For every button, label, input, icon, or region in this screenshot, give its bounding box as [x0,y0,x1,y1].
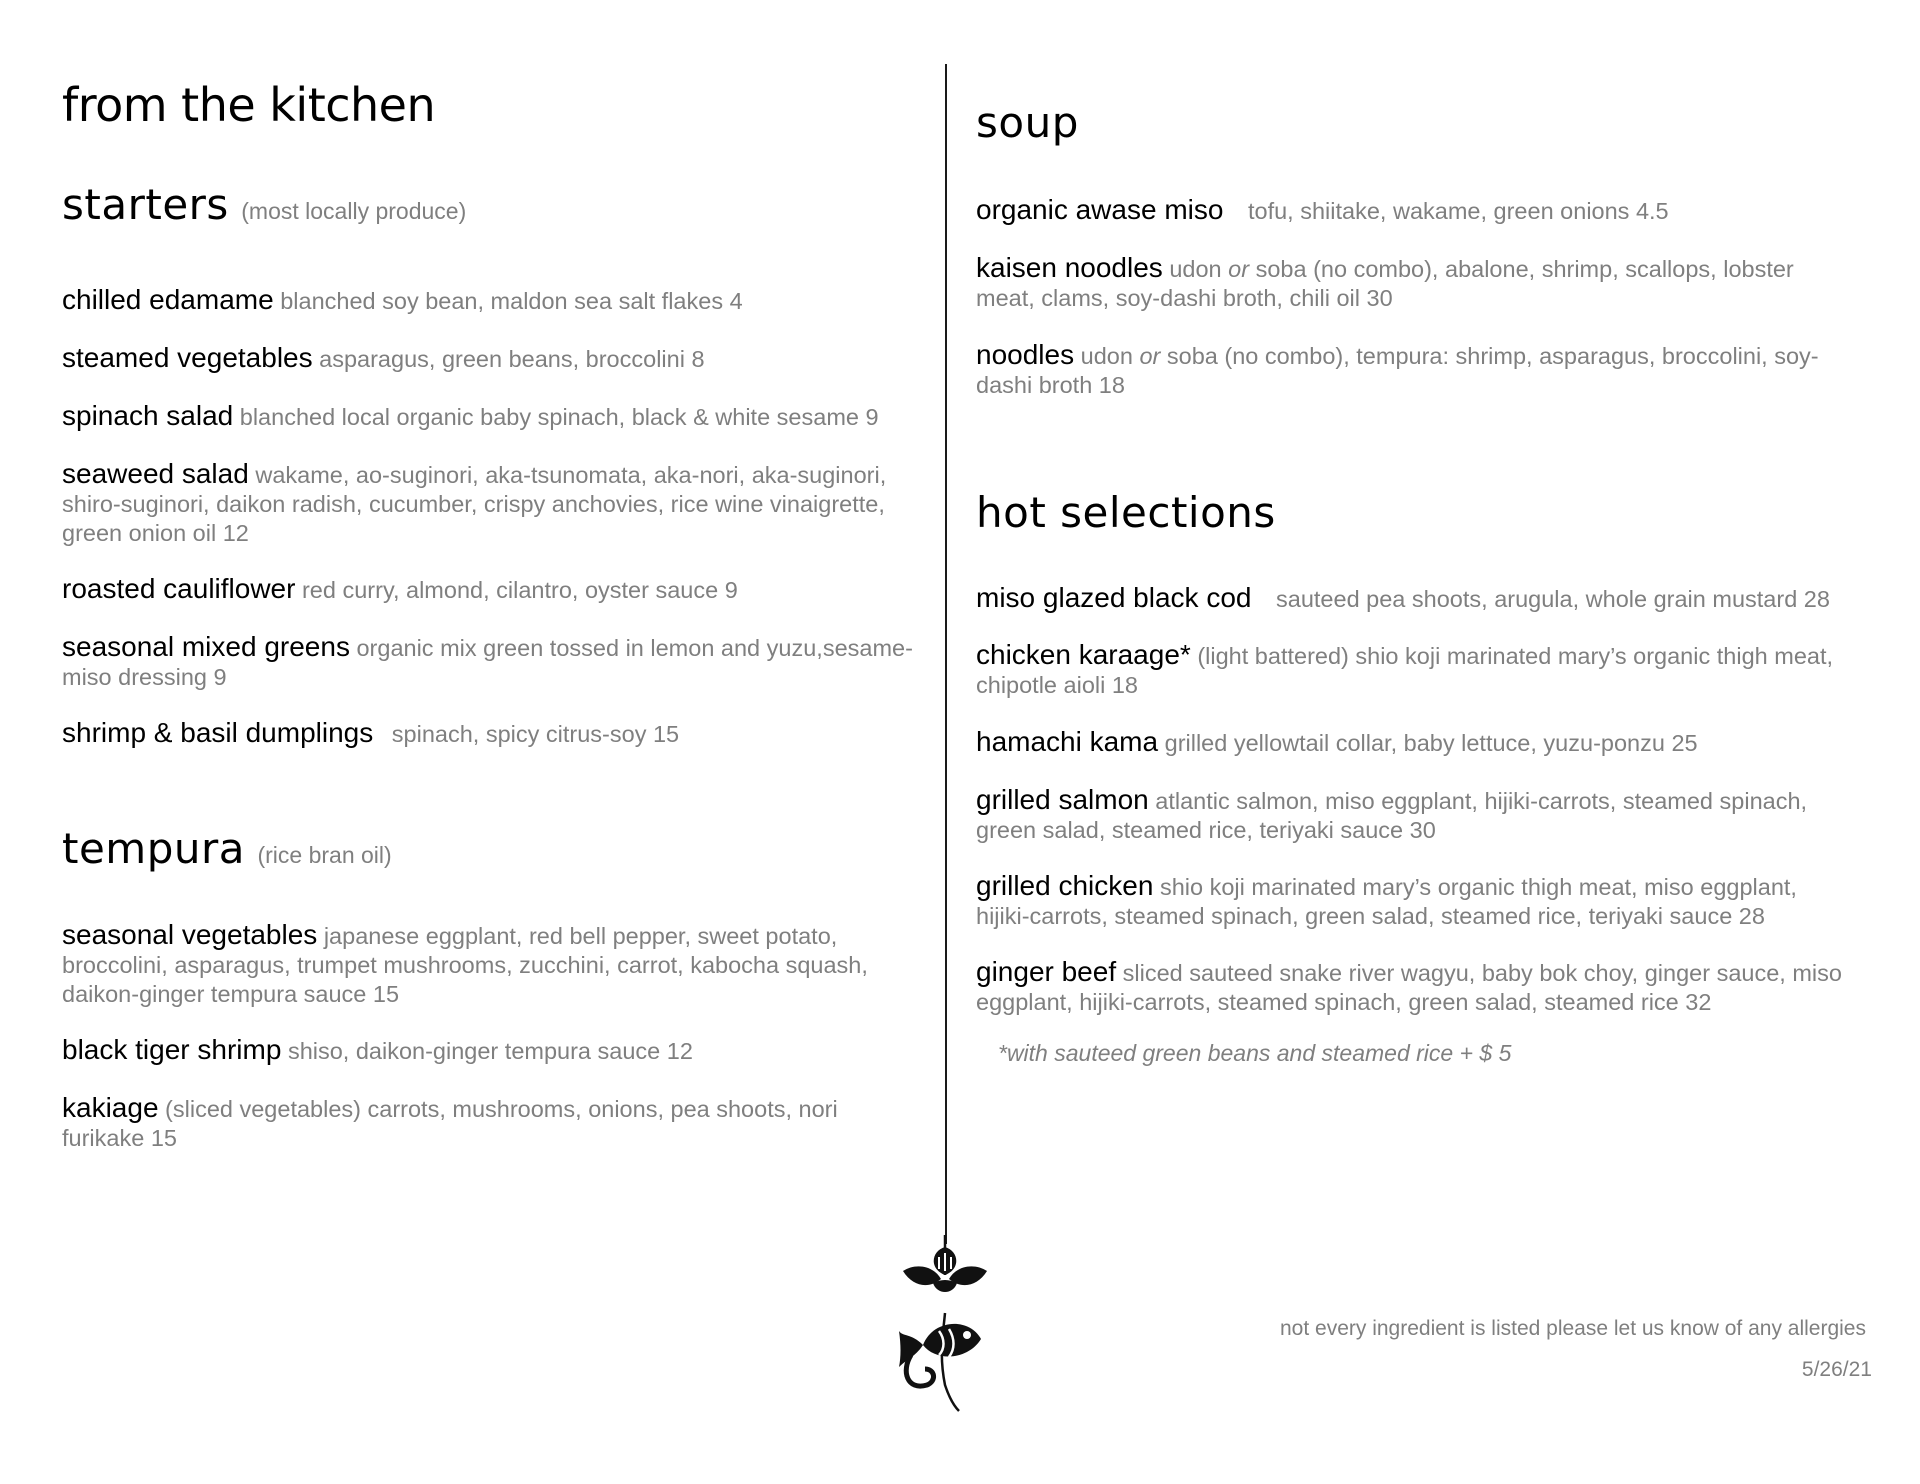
item-name: spinach salad [62,400,234,431]
item-desc: wakame, ao-suginori, aka-tsunomata, aka-nori, aka-suginori, shiro-suginori, daikon radish, cucumber, crispy anchovies, rice wine vinaigrette, green onion oil 12 [62,462,887,546]
menu-item [62,920,922,1009]
item-desc-prefix: udon [1080,343,1133,369]
item-name: grilled chicken [976,870,1154,901]
starters-note: (most locally produce) [241,198,467,224]
item-desc: (light battered) shio koji marinated mary’s organic thigh meat, chipotle aioli 18 [976,643,1834,698]
menu-item [62,285,922,316]
hot-selections-heading [976,488,1276,537]
allergy-note: not every ingredient is listed please let us know of any allergies [1280,1317,1866,1340]
item-desc: shiso, daikon-ginger tempura sauce 12 [287,1038,693,1064]
item-name: black tiger shrimp [62,1034,282,1065]
item-name: roasted cauliflower [62,573,296,604]
item-desc-or: or [1139,343,1161,369]
item-desc: shio koji marinated mary’s organic thigh meat, miso eggplant, hijiki-carrots, steamed spinach, green salad, steamed rice, teriyaki sauce 28 [976,874,1797,929]
menu-item [62,401,942,432]
item-desc: blanched local organic baby spinach, black & white sesame 9 [239,404,879,430]
item-name: ginger beef [976,956,1117,987]
item-name: noodles [976,339,1075,370]
item-desc: spinach, spicy citrus-soy 15 [391,721,680,747]
item-name: grilled salmon [976,784,1149,815]
menu-item [62,459,932,548]
item-desc: sauteed pea shoots, arugula, whole grain mustard 28 [1276,586,1830,612]
item-desc-or: or [1228,256,1250,282]
item-name: chicken karaage* [976,639,1191,670]
starters-title: starters [62,180,229,229]
item-desc: blanched soy bean, maldon sea salt flakes 4 [280,288,743,314]
item-name: kaisen noodles [976,252,1163,283]
menu-item [62,574,922,605]
item-name: steamed vegetables [62,342,313,373]
footnote: *with sauteed green beans and steamed rice + $ 5 [998,1040,1512,1066]
menu-item [62,1035,922,1066]
menu-item [62,343,922,374]
tempura-title: tempura [62,824,246,873]
item-name: shrimp & basil dumplings [62,717,374,748]
item-name: seasonal mixed greens [62,631,350,662]
hot-selections-title: hot selections [976,488,1276,537]
flower-fish-logo-icon [893,1235,1003,1415]
item-name: miso glazed black cod [976,582,1252,613]
menu-item [976,340,1856,400]
item-name: chilled edamame [62,284,274,315]
menu-item [62,1093,922,1153]
item-desc: red curry, almond, cilantro, oyster sauce 9 [301,577,738,603]
item-desc: tofu, shiitake, wakame, green onions 4.5 [1247,198,1669,224]
menu-item [62,718,922,749]
item-desc: organic mix green tossed in lemon and yuzu,sesame-miso dressing 9 [62,635,913,690]
starters-heading [62,180,466,229]
menu-item [976,871,1856,931]
item-name: kakiage [62,1092,159,1123]
page-title: from the kitchen [62,78,436,132]
tempura-heading [62,824,392,873]
menu-item [976,785,1856,845]
item-desc: soba (no combo), abalone, shrimp, scallops, lobster meat, clams, soy-dashi broth, chili oil 30 [976,256,1794,311]
item-desc: sliced sauteed snake river wagyu, baby bok choy, ginger sauce, miso eggplant, hijiki-carrots, steamed spinach, green salad, steamed rice 32 [976,960,1842,1015]
soup-title: soup [976,98,1079,147]
menu-item [976,727,1876,758]
item-name: organic awase miso [976,194,1224,225]
item-desc: japanese eggplant, red bell pepper, sweet potato, broccolini, asparagus, trumpet mushrooms, zucchini, carrot, kabocha squash, daikon-ginger tempura sauce 15 [62,923,868,1007]
soup-heading [976,98,1079,147]
menu-item [976,195,1876,226]
item-name: seasonal vegetables [62,919,318,950]
item-desc: soba (no combo), tempura: shrimp, asparagus, broccolini, soy-dashi broth 18 [976,343,1819,398]
menu-item [976,957,1886,1017]
item-name: hamachi kama [976,726,1159,757]
item-desc: (sliced vegetables) carrots, mushrooms, onions, pea shoots, nori furikake 15 [62,1096,838,1151]
menu-date: 5/26/21 [1801,1358,1872,1381]
item-name: seaweed salad [62,458,249,489]
menu-item [62,632,952,692]
item-desc: grilled yellowtail collar, baby lettuce, yuzu-ponzu 25 [1164,730,1698,756]
item-desc-prefix: udon [1169,256,1222,282]
menu-item [976,583,1886,614]
menu-item [976,253,1856,313]
item-desc: asparagus, green beans, broccolini 8 [319,346,705,372]
column-divider [945,64,947,1244]
menu-item [976,640,1876,700]
tempura-note: (rice bran oil) [257,842,392,868]
item-desc: atlantic salmon, miso eggplant, hijiki-carrots, steamed spinach, green salad, steamed rice, teriyaki sauce 30 [976,788,1808,843]
